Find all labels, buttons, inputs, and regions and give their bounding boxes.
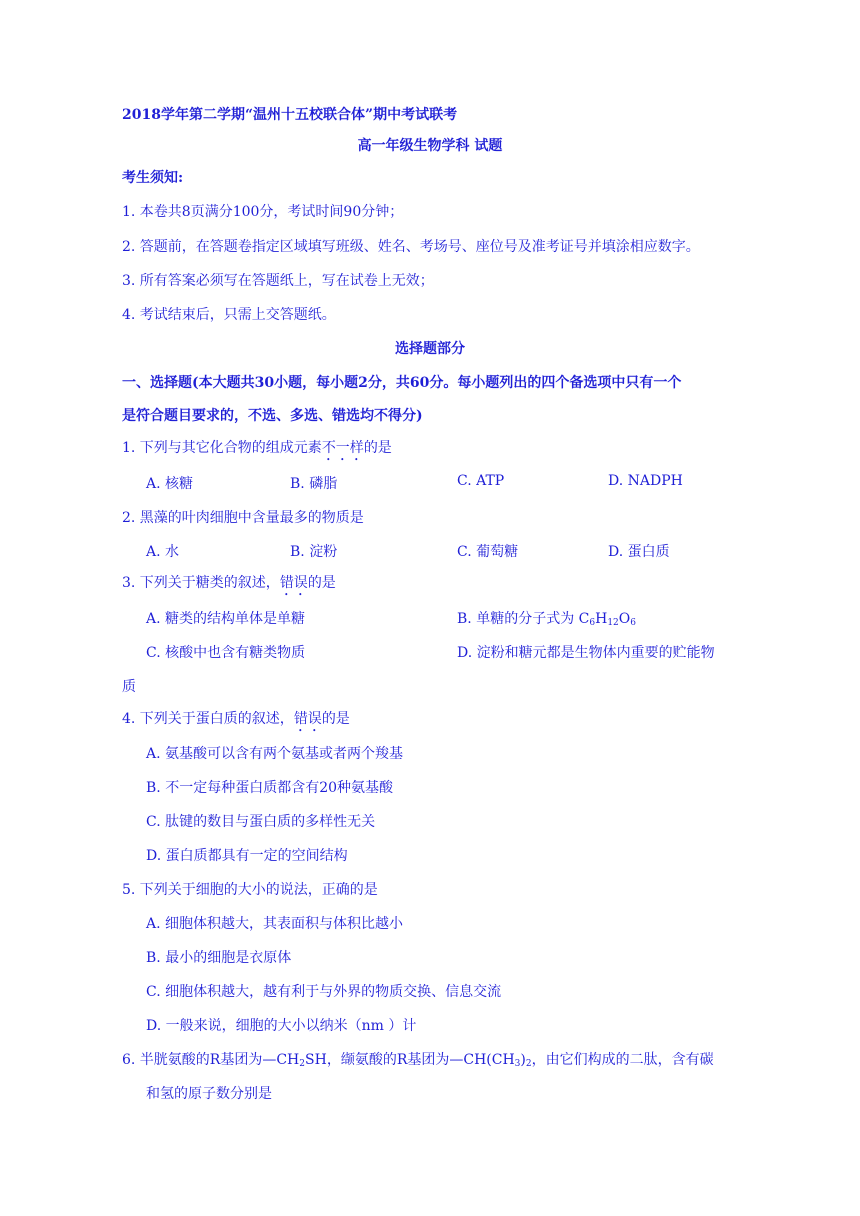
subscript: 6 — [630, 618, 636, 628]
subscript: 12 — [607, 618, 619, 628]
question-5-stem: 5. 下列关于细胞的大小的说法，正确的是 — [122, 882, 378, 898]
emphasis-text: 错误 — [279, 575, 308, 591]
question-5-option-a: A. 细胞体积越大，其表面积与体积比越小 — [146, 916, 404, 932]
stem-text: 1. 下列与其它化合物的组成元素 — [122, 440, 322, 456]
notice-item: 1. 本卷共8页满分100分，考试时间90分钟； — [122, 204, 404, 220]
subscript: 3 — [514, 1059, 521, 1069]
emphasis-text: 错误 — [293, 711, 322, 727]
question-6-stem — [122, 1049, 714, 1069]
stem-text: 的是 — [321, 711, 350, 727]
stem-text: 的是 — [307, 575, 336, 591]
question-1-option-d: D. NADPH — [608, 473, 683, 489]
section-instructions: 是符合题目要求的，不选、多选、错选均不得分) — [122, 408, 423, 424]
question-3-option-b — [457, 608, 636, 628]
question-2-option-d: D. 蛋白质 — [608, 544, 670, 560]
stem-text: 6. 半胱氨酸的R基团为—CH — [122, 1052, 300, 1068]
exam-title: 2018学年第二学期“温州十五校联合体”期中考试联考 — [122, 107, 458, 123]
notice-item: 2. 答题前，在答题卷指定区域填写班级、姓名、考场号、座位号及准考证号并填涂相应数字。 — [122, 239, 700, 255]
question-2-stem: 2. 黑藻的叶肉细胞中含量最多的物质是 — [122, 510, 364, 526]
stem-text: ) — [520, 1052, 526, 1068]
question-3-option-d: D. 淀粉和糖元都是生物体内重要的贮能物 — [457, 645, 715, 661]
notice-item: 3. 所有答案必须写在答题纸上，写在试卷上无效； — [122, 273, 434, 289]
question-3-option-d-wrap: 质 — [122, 679, 136, 695]
option-text: B. 单糖的分子式为 C — [457, 611, 590, 627]
question-4-stem — [122, 708, 350, 735]
stem-text: 3. 下列关于糖类的叙述， — [122, 575, 280, 591]
question-3-option-c: C. 核酸中也含有糖类物质 — [146, 645, 306, 661]
exam-subtitle: 高一年级生物学科 试题 — [357, 138, 503, 154]
section-instructions: 一、选择题(本大题共30小题，每小题2分，共60分。每小题列出的四个备选项中只有一个 — [122, 375, 682, 391]
question-1-option-b: B. 磷脂 — [290, 476, 338, 492]
section-title: 选择题部分 — [395, 341, 465, 357]
option-text: O — [618, 611, 631, 627]
question-2-option-b: B. 淀粉 — [290, 544, 338, 560]
question-5-option-b: B. 最小的细胞是衣原体 — [146, 950, 292, 966]
question-5-option-d: D. 一般来说，细胞的大小以纳米（nm ）计 — [146, 1018, 417, 1034]
question-6-stem-wrap: 和氢的原子数分别是 — [146, 1086, 272, 1102]
stem-text: ，由它们构成的二肽，含有碳 — [531, 1052, 714, 1068]
subscript: 6 — [589, 618, 596, 628]
emphasis-text: 不一样 — [321, 440, 364, 456]
question-3-stem — [122, 572, 336, 599]
question-1-option-a: A. 核糖 — [146, 476, 194, 492]
subscript: 2 — [299, 1059, 306, 1069]
question-2-option-a: A. 水 — [146, 544, 180, 560]
question-4-option-a: A. 氨基酸可以含有两个氨基或者两个羧基 — [146, 746, 404, 762]
question-4-option-b: B. 不一定每种蛋白质都含有20种氨基酸 — [146, 780, 394, 796]
notice-item: 4. 考试结束后，只需上交答题纸。 — [122, 307, 336, 323]
question-4-option-d: D. 蛋白质都具有一定的空间结构 — [146, 848, 348, 864]
question-4-option-c: C. 肽键的数目与蛋白质的多样性无关 — [146, 814, 376, 830]
notice-heading: 考生须知: — [122, 170, 184, 186]
stem-text: SH，缬氨酸的R基团为—CH(CH — [305, 1052, 515, 1068]
question-1-stem — [122, 437, 392, 464]
stem-text: 4. 下列关于蛋白质的叙述， — [122, 711, 294, 727]
question-5-option-c: C. 细胞体积越大，越有利于与外界的物质交换、信息交流 — [146, 984, 502, 1000]
stem-text: 的是 — [363, 440, 392, 456]
question-1-option-c: C. ATP — [457, 473, 505, 489]
question-2-option-c: C. 葡萄糖 — [457, 544, 519, 560]
question-3-option-a: A. 糖类的结构单体是单糖 — [146, 611, 306, 627]
option-text: H — [595, 611, 608, 627]
subscript: 2 — [525, 1059, 532, 1069]
